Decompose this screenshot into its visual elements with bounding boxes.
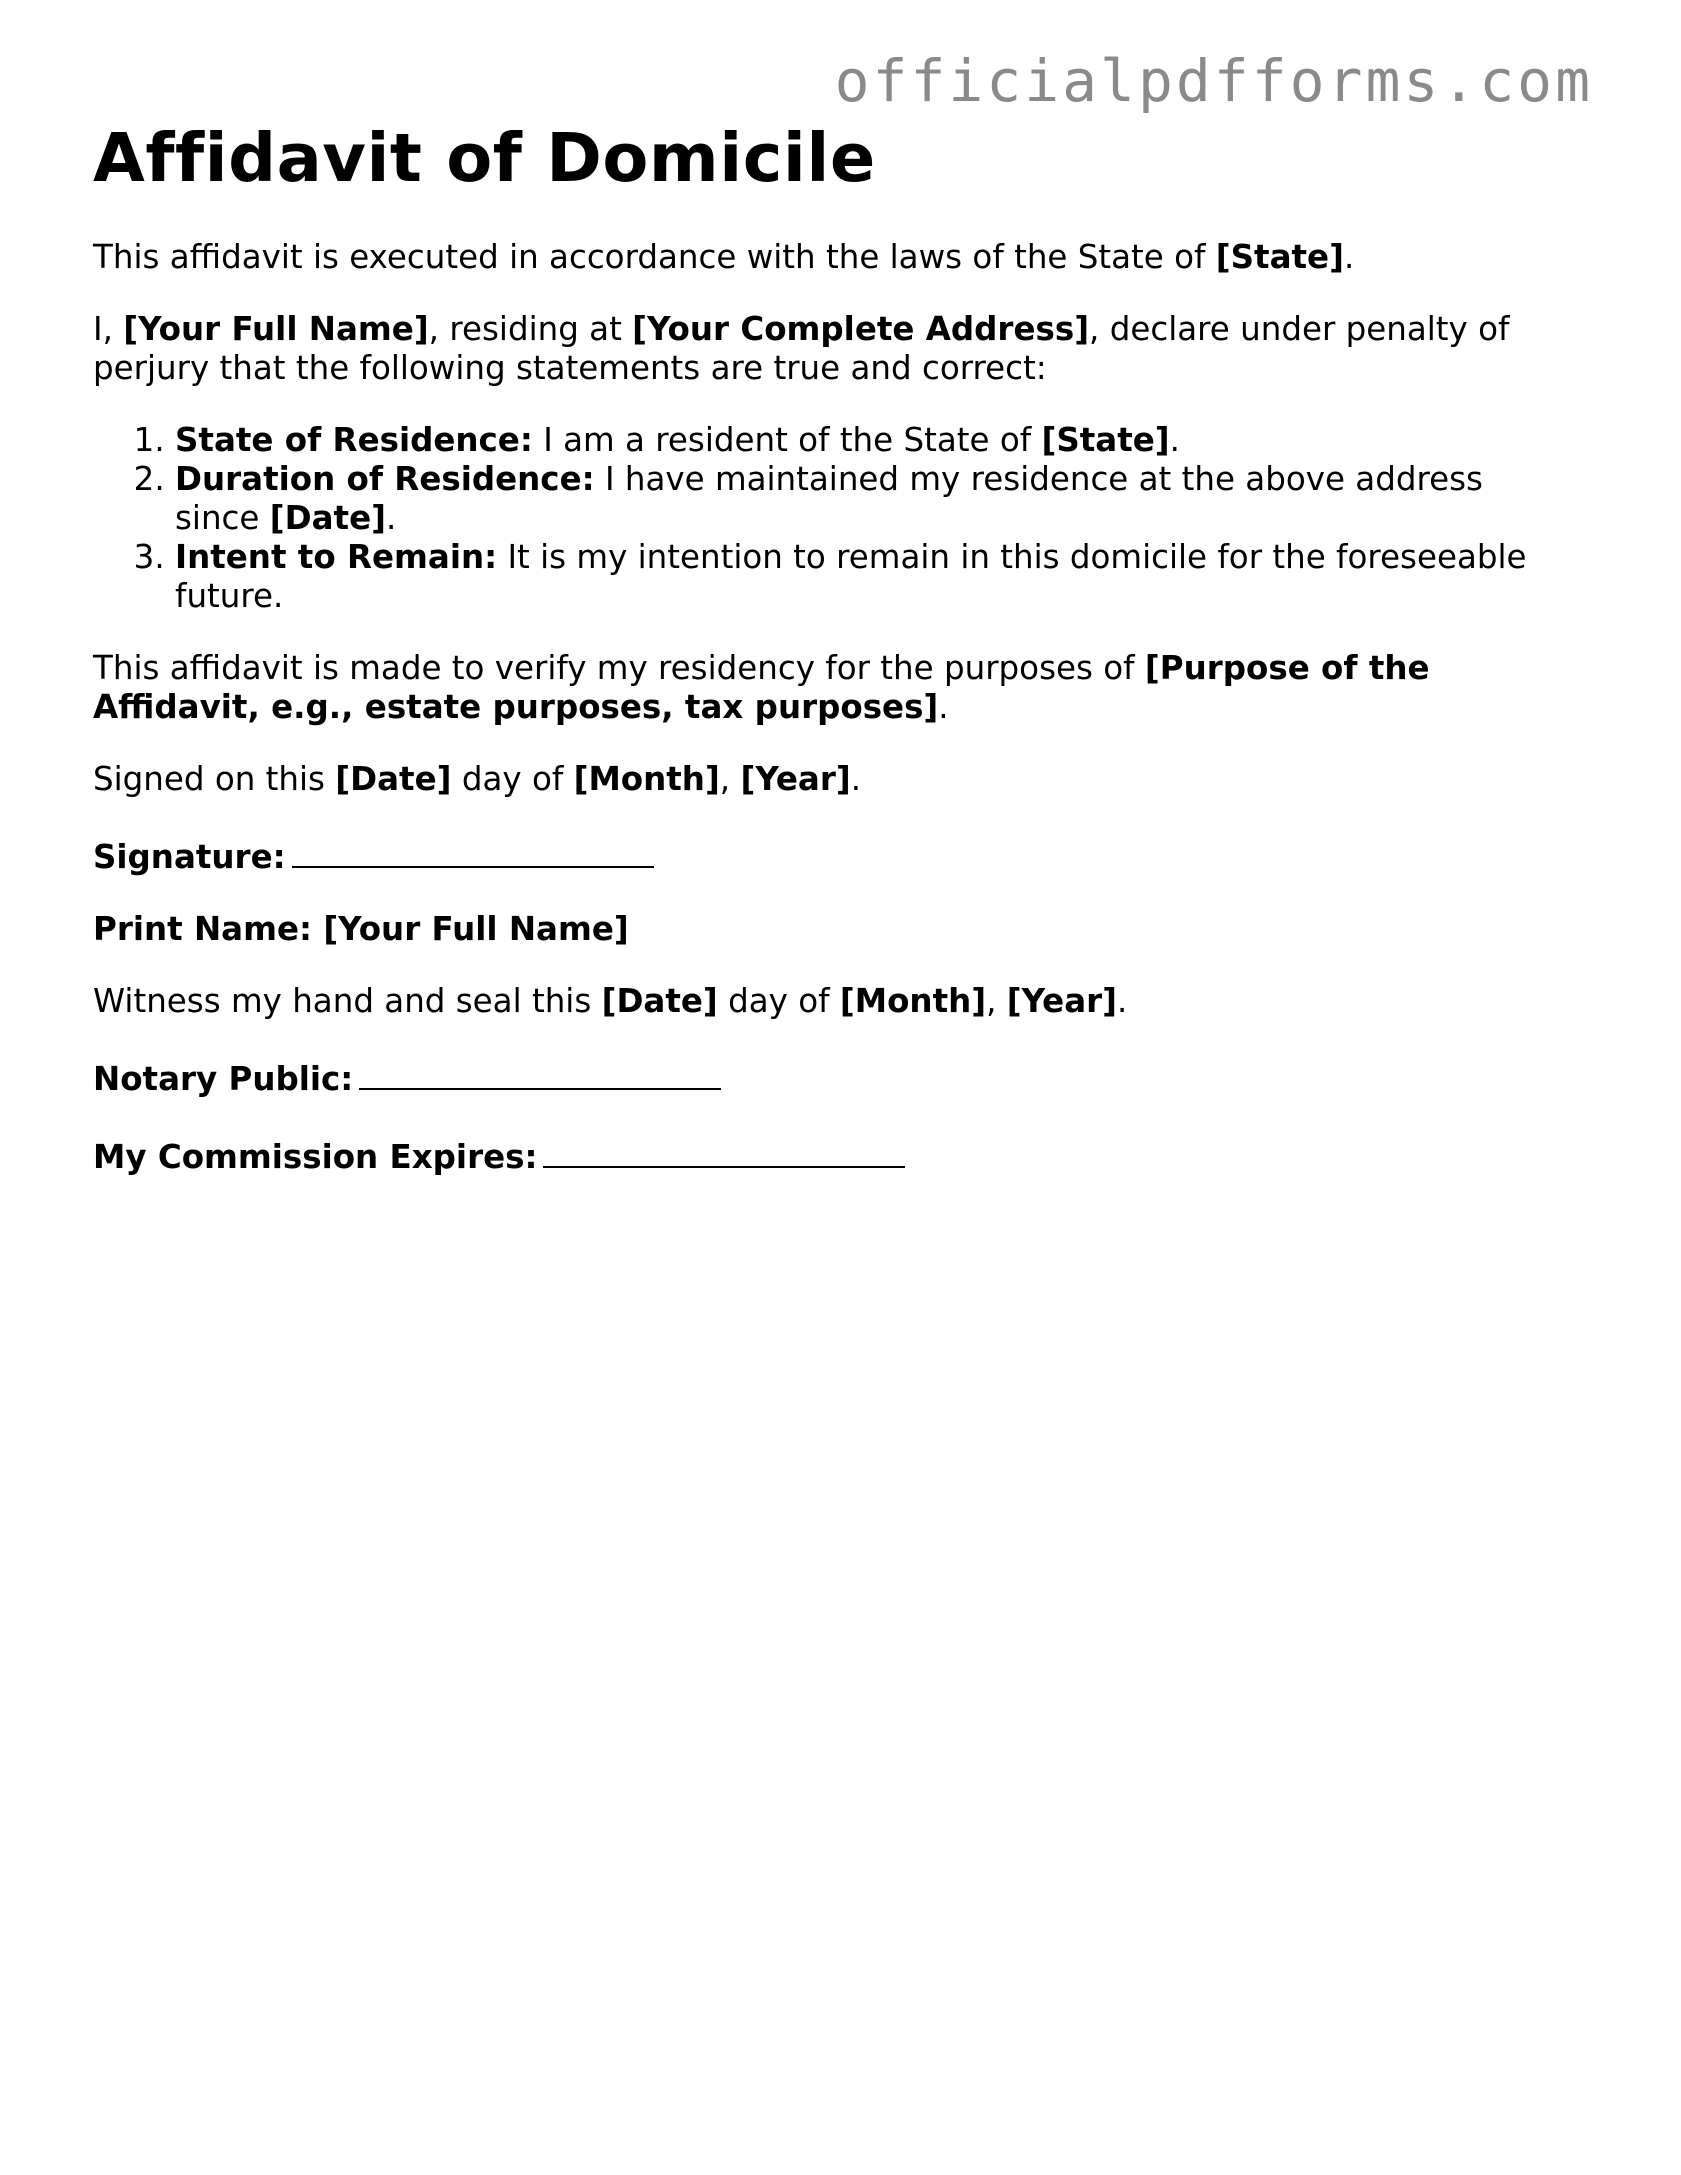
list-item <box>175 538 1563 616</box>
list-item <box>175 421 1563 460</box>
print-name-row <box>93 910 1563 949</box>
declaration-text-1: I, <box>93 310 124 348</box>
commission-field[interactable] <box>543 1132 905 1168</box>
notary-row <box>93 1054 1563 1099</box>
full-name-placeholder: [Your Full Name] <box>123 310 429 348</box>
print-name-label: Print Name: [Your Full Name] <box>93 910 629 948</box>
commission-row <box>93 1132 1563 1177</box>
signed-date-placeholder: [Date] <box>335 760 452 798</box>
statement-label: Intent to Remain: <box>175 538 498 576</box>
declaration-paragraph <box>93 310 1563 388</box>
statement-label: Duration of Residence: <box>175 460 595 498</box>
witness-date-placeholder: [Date] <box>601 982 718 1020</box>
purpose-text: This affidavit is made to verify my residency for the purposes of <box>93 649 1145 687</box>
list-item <box>175 460 1563 538</box>
purpose-placeholder: [Purpose of the Affidavit, e.g., estate purposes, tax purposes] <box>93 649 1430 726</box>
statements-list <box>93 421 1563 616</box>
statement-label: State of Residence: <box>175 421 533 459</box>
witness-text-2: day of <box>717 982 840 1020</box>
witness-text-4: . <box>1117 982 1128 1020</box>
witness-month-placeholder: [Month] <box>839 982 987 1020</box>
document-body <box>93 118 1563 1177</box>
purpose-paragraph <box>93 649 1563 727</box>
statement-end: . <box>1169 421 1181 459</box>
statement-end: . <box>385 499 397 537</box>
statement-placeholder: [State] <box>1041 421 1170 459</box>
statement-text: I have maintained my residence at the above address since <box>175 460 1483 537</box>
page-title: Affidavit of Domicile <box>93 119 876 197</box>
witness-line <box>93 982 1563 1021</box>
notary-label: Notary Public: <box>93 1060 354 1098</box>
purpose-end: . <box>938 688 949 726</box>
commission-label: My Commission Expires: <box>93 1138 538 1176</box>
statement-text: I am a resident of the State of <box>532 421 1042 459</box>
address-placeholder: [Your Complete Address] <box>632 310 1090 348</box>
signed-text-2: day of <box>451 760 574 798</box>
watermark: officialpdfforms.com <box>834 47 1593 115</box>
intro-paragraph <box>93 238 1563 277</box>
signed-month-placeholder: [Month] <box>573 760 720 798</box>
declaration-text-2: , residing at <box>428 310 633 348</box>
statement-text: It is my intention to remain in this domicile for the foreseeable future. <box>175 538 1527 615</box>
signature-row <box>93 832 1563 877</box>
intro-period: . <box>1343 238 1355 276</box>
witness-text-1: Witness my hand and seal this <box>93 982 602 1020</box>
signed-text-4: . <box>850 760 862 798</box>
statement-placeholder: [Date] <box>269 499 386 537</box>
signed-text-1: Signed on this <box>93 760 336 798</box>
intro-state-placeholder: [State] <box>1215 238 1344 276</box>
signed-date-line <box>93 760 1563 799</box>
witness-text-3: , <box>986 982 1007 1020</box>
signature-label: Signature: <box>93 838 286 876</box>
notary-field[interactable] <box>359 1054 721 1090</box>
intro-text: This affidavit is executed in accordance with the laws of the State of <box>93 238 1216 276</box>
signed-text-3: , <box>719 760 741 798</box>
signature-field[interactable] <box>292 832 654 868</box>
declaration-text-3: , declare under penalty of perjury that the following statements are true and correct: <box>93 310 1510 387</box>
witness-year-placeholder: [Year] <box>1006 982 1118 1020</box>
signed-year-placeholder: [Year] <box>740 760 851 798</box>
